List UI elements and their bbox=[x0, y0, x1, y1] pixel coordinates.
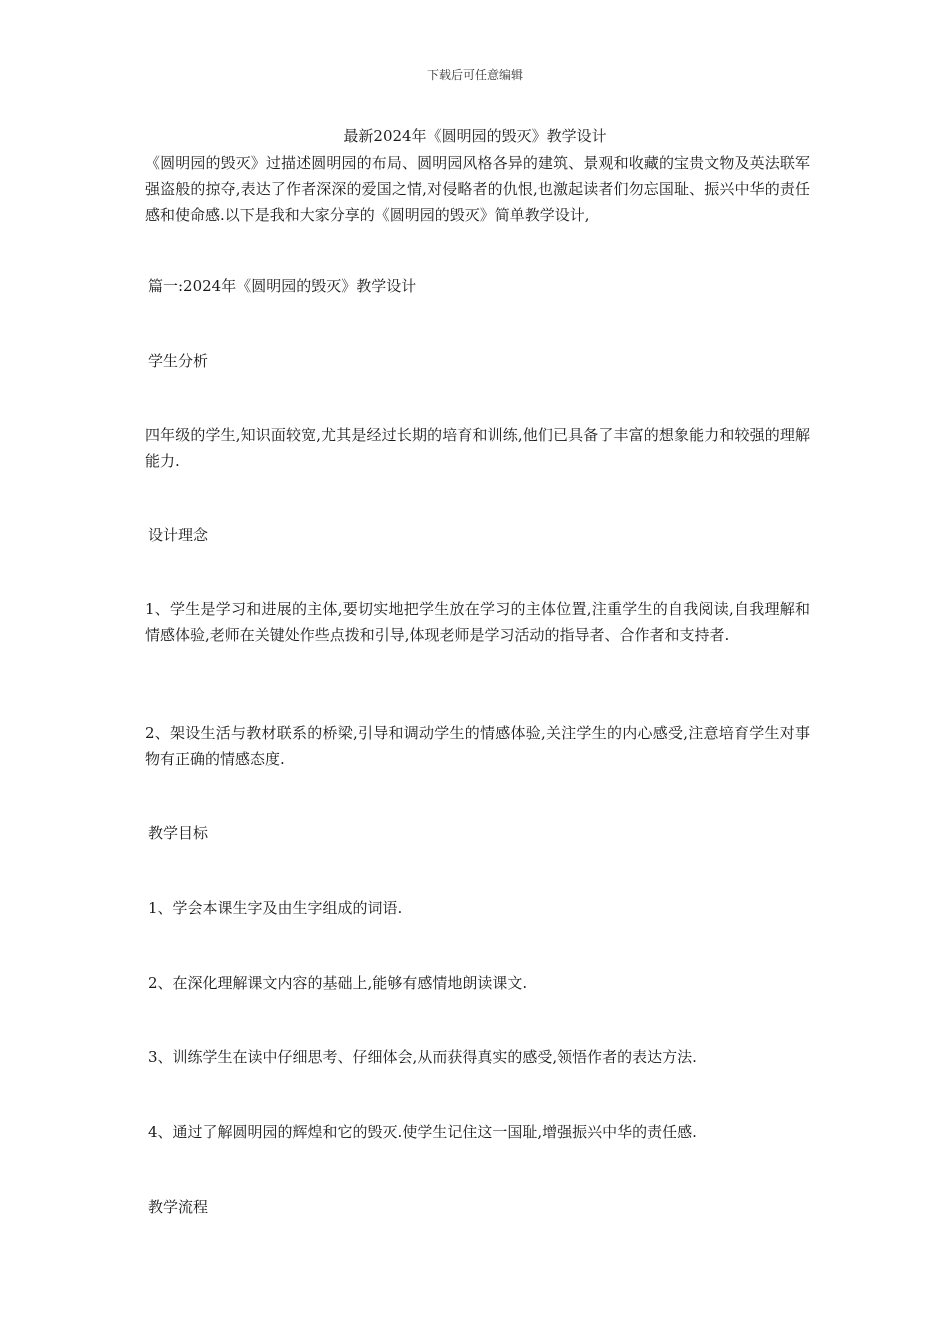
teaching-goal-item: 2、在深化理解课文内容的基础上,能够有感情地朗读课文. bbox=[148, 974, 528, 992]
teaching-goal-item: 4、通过了解圆明园的辉煌和它的毁灭.使学生记住这一国耻,增强振兴中华的责任感. bbox=[148, 1123, 697, 1141]
header-note: 下载后可任意编辑 bbox=[426, 68, 523, 82]
student-analysis-text: 四年级的学生,知识面较宽,尤其是经过长期的培育和训练,他们已具备了丰富的想象能力和较强的理解能力. bbox=[145, 426, 810, 470]
teaching-goal-item: 3、训练学生在读中仔细思考、仔细体会,从而获得真实的感受,领悟作者的表达方法. bbox=[148, 1048, 697, 1066]
document-title: 最新2024年《圆明园的毁灭》教学设计 bbox=[343, 127, 607, 145]
design-concept-item: 2、架设生活与教材联系的桥梁,引导和调动学生的情感体验,关注学生的内心感受,注意培育学生对事物有正确的情感态度. bbox=[145, 724, 810, 768]
student-analysis-heading: 学生分析 bbox=[148, 352, 209, 370]
design-concept-item: 1、学生是学习和进展的主体,要切实地把学生放在学习的主体位置,注重学生的自我阅读,自我理解和情感体验,老师在关键处作些点拨和引导,体现老师是学习活动的指导者、合作者和支持者. bbox=[145, 600, 810, 644]
section-title: 篇一:2024年《圆明园的毁灭》教学设计 bbox=[148, 277, 417, 295]
teaching-goals-heading: 教学目标 bbox=[148, 824, 209, 842]
teaching-process-heading: 教学流程 bbox=[148, 1198, 209, 1216]
intro-paragraph: 《圆明园的毁灭》过描述圆明园的布局、圆明园风格各异的建筑、景观和收藏的宝贵文物及英法联军强盗般的掠夺,表达了作者深深的爱国之情,对侵略者的仇恨,也激起读者们勿忘国耻、振兴中华的责任感和使命感.以下是我和大家分享的《圆明园的毁灭》简单教学设计, bbox=[145, 154, 810, 224]
teaching-goal-item: 1、学会本课生字及由生字组成的词语. bbox=[148, 899, 403, 917]
design-concept-heading: 设计理念 bbox=[148, 526, 209, 544]
